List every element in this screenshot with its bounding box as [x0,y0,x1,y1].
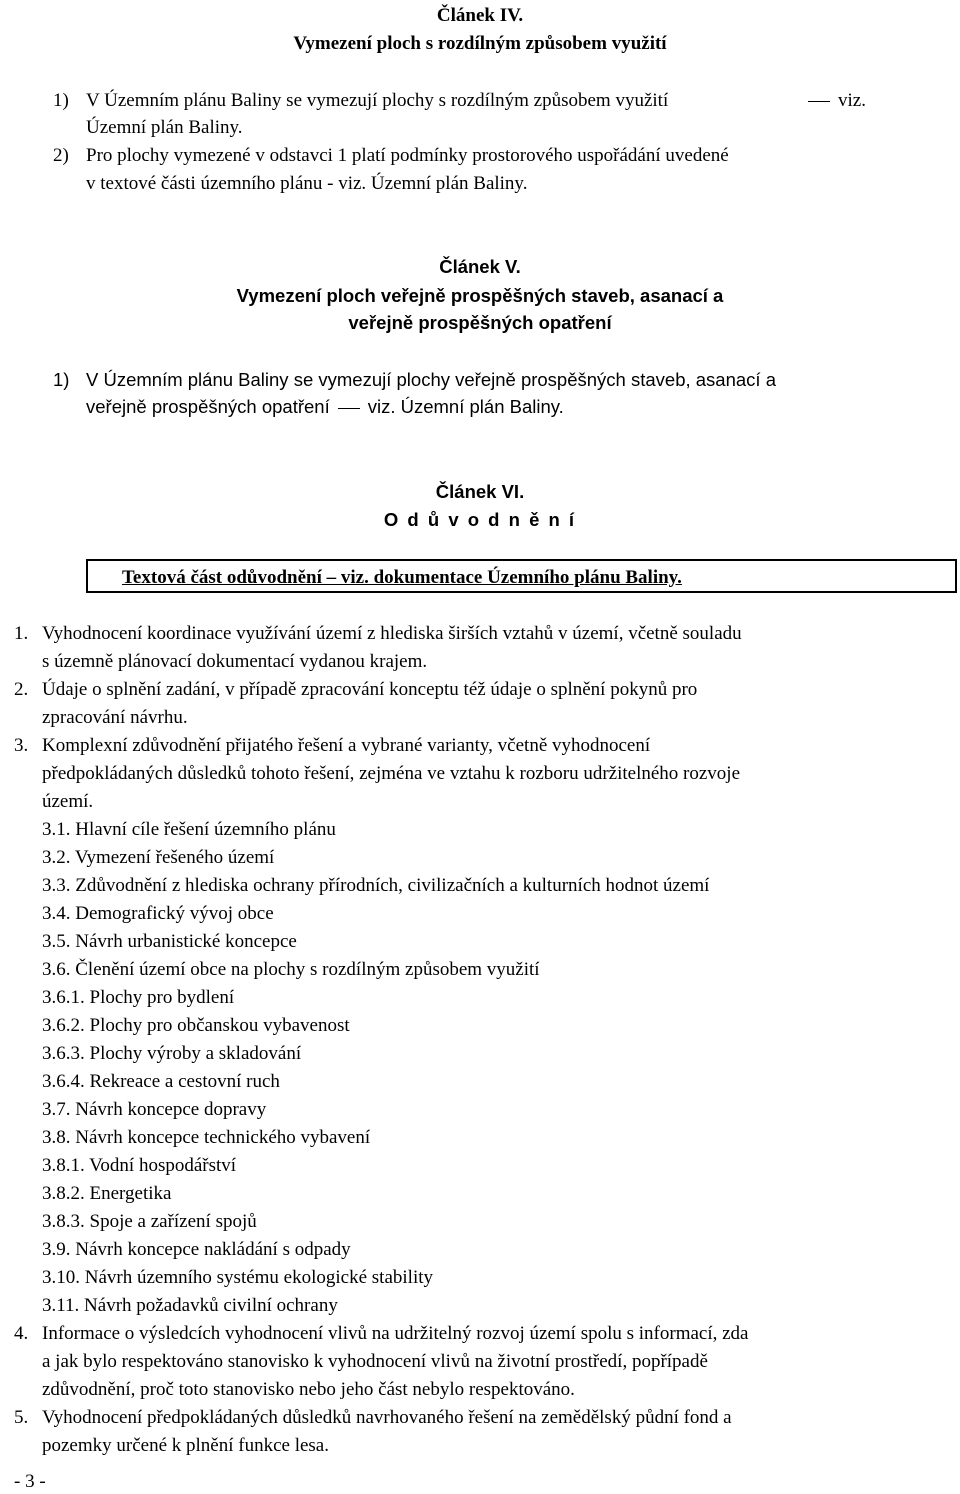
article-5-p1-line1: V Územním plánu Baliny se vymezují plochy veřejně prospěšných staveb, asanací a [86,369,776,390]
article-5-p1-number: 1) [53,369,70,390]
list-subitem: 3.6.1. Plochy pro bydlení [42,987,235,1008]
list-item-continuation: zpracování návrhu. [42,707,188,728]
list-item-continuation: s územně plánovací dokumentací vydanou krajem. [42,651,428,672]
article-6-title: O d ů v o d n ě n í [383,509,577,530]
list-item-text: Vyhodnocení koordinace využívání území z hlediska širších vztahů v území, včetně souladu [42,623,742,644]
list-subitem: 3.8.2. Energetika [42,1183,172,1204]
list-subitem: 3.6.3. Plochy výroby a skladování [42,1043,302,1064]
article-4-p1-number: 1) [53,90,69,111]
list-item-text: Informace o výsledcích vyhodnocení vlivů na udržitelný rozvoj území spolu s informací, zda [42,1323,749,1344]
reference-box [86,559,957,593]
list-subitem: 3.10. Návrh územního systému ekologické stability [42,1267,434,1288]
list-item-continuation: území. [42,791,94,812]
page-number: - 3 - [14,1471,46,1492]
article-4-heading: Článek IV. [436,5,524,26]
list-item-number: 3. [14,735,29,756]
article-5-title-line1: Vymezení ploch veřejně prospěšných staveb, asanací a [236,285,724,306]
list-subitem: 3.5. Návrh urbanistické koncepce [42,931,297,952]
list-subitem: 3.8.3. Spoje a zařízení spojů [42,1211,257,1232]
list-subitem: 3.11. Návrh požadavků civilní ochrany [42,1295,338,1316]
reference-box-text: Textová část odůvodnění – viz. dokumentace Územního plánu Baliny. [122,567,682,588]
list-item-continuation: předpokládaných důsledků tohoto řešení, zejména ve vztahu k rozboru udržitelného rozvoje [42,763,741,784]
article-5-title-line2: veřejně prospěšných opatření [348,312,612,333]
list-subitem: 3.7. Návrh koncepce dopravy [42,1099,267,1120]
list-item-number: 1. [14,623,29,644]
article-4-p2-line2: v textové části územního plánu - viz. Územní plán Baliny. [86,173,528,194]
list-subitem: 3.6. Členění území obce na plochy s rozdílným způsobem využití [42,959,540,980]
list-subitem: 3.3. Zdůvodnění z hlediska ochrany přírodních, civilizačních a kulturních hodnot území [42,875,710,896]
list-item-text: Vyhodnocení předpokládaných důsledků navrhovaného řešení na zemědělský půdní fond a [42,1407,732,1428]
article-4-p1-line1: V Územním plánu Baliny se vymezují plochy s rozdílným způsobem využití [86,90,669,111]
list-subitem: 3.9. Návrh koncepce nakládání s odpady [42,1239,351,1260]
list-subitem: 3.4. Demografický vývoj obce [42,903,274,924]
list-item-number: 4. [14,1323,29,1344]
list-subitem: 3.6.2. Plochy pro občanskou vybavenost [42,1015,350,1036]
article-5-heading: Článek V. [439,256,521,277]
list-subitem: 3.6.4. Rekreace a cestovní ruch [42,1071,280,1092]
list-item-continuation: zdůvodnění, proč toto stanovisko nebo jeho část nebylo respektováno. [42,1379,575,1400]
list-item-text: Komplexní zdůvodnění přijatého řešení a vybrané varianty, včetně vyhodnocení [42,735,651,756]
list-item-continuation: pozemky určené k plnění funkce lesa. [42,1435,329,1456]
list-item-continuation: a jak bylo respektováno stanovisko k vyhodnocení vlivů na životní prostředí, popřípadě [42,1351,708,1372]
list-item-number: 2. [14,679,29,700]
list-subitem: 3.8. Návrh koncepce technického vybavení [42,1127,371,1148]
article-4-p2-number: 2) [53,145,69,166]
article-6-heading: Článek VI. [435,481,525,502]
article-4-p1-line2: Územní plán Baliny. [86,117,243,138]
article-4-p2-line1: Pro plochy vymezené v odstavci 1 platí podmínky prostorového uspořádání uvedené [86,145,729,166]
article-4-title: Vymezení ploch s rozdílným způsobem využití [293,33,667,54]
list-item-text: Údaje o splnění zadání, v případě zpracování konceptu též údaje o splnění pokynů pro [42,679,698,700]
article-4-p1-line1-end: viz. [800,89,866,113]
list-subitem: 3.1. Hlavní cíle řešení územního plánu [42,819,336,840]
list-item-number: 5. [14,1407,29,1428]
list-subitem: 3.2. Vymezení řešeného území [42,847,275,868]
article-5-p1-line2: veřejně prospěšných opatření viz. Územní plán Baliny. [86,396,564,417]
list-subitem: 3.8.1. Vodní hospodářství [42,1155,237,1176]
